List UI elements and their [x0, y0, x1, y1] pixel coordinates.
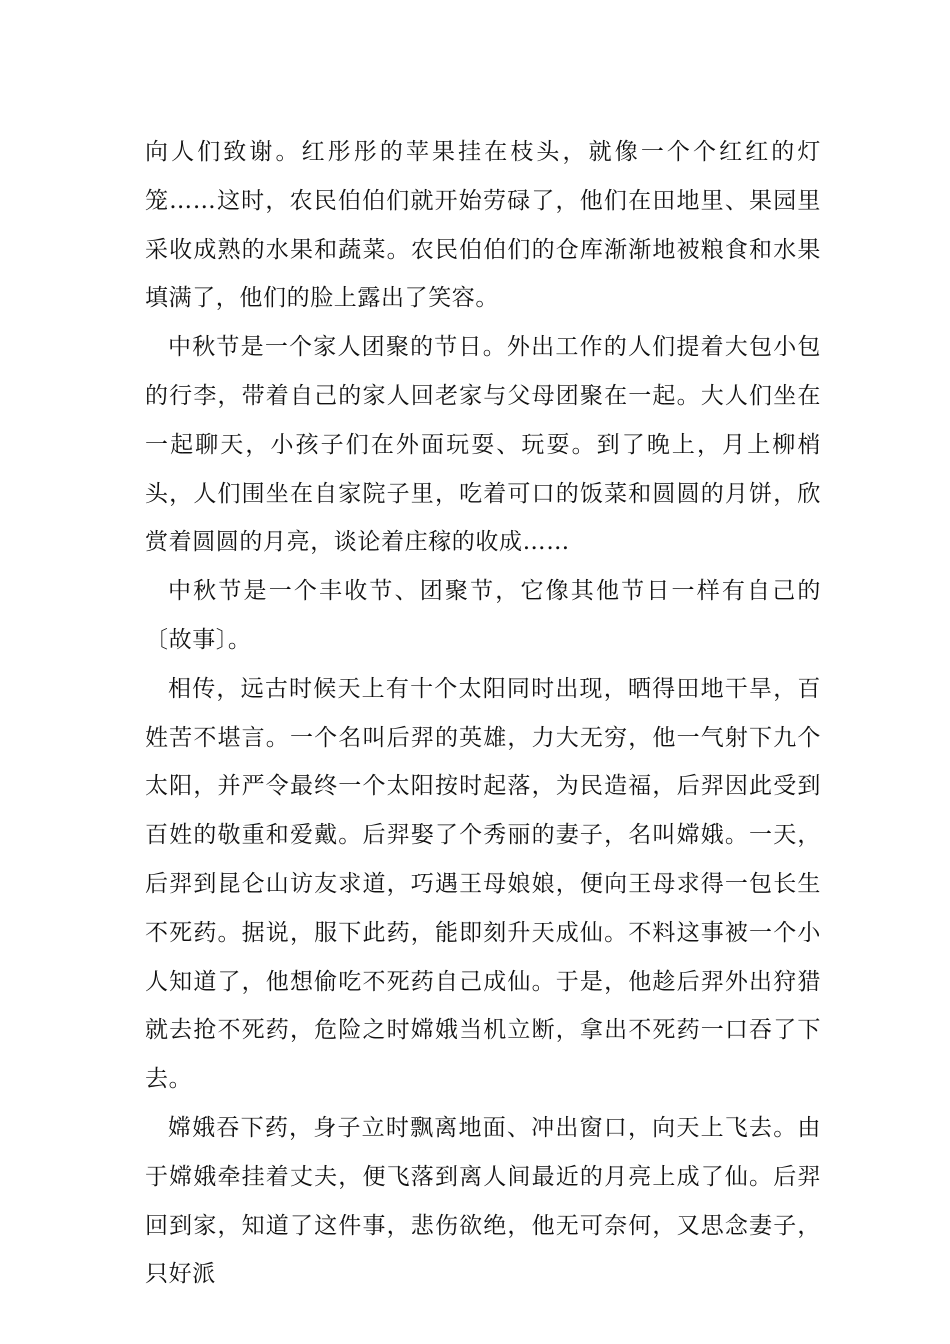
paragraph-houyi-legend: 相传，远古时候天上有十个太阳同时出现，晒得田地干旱，百姓苦不堪言。一个名叫后羿的英雄，力大无穷，他一气射下九个太阳，并严令最终一个太阳按时起落，为民造福，后羿因此受到百姓的敬重和爱戴。后羿娶了个秀丽的妻子，名叫嫦娥。一天，后羿到昆仑山访友求道，巧遇王母娘娘，便向王母求得一包长生不死药。据说，服下此药，能即刻升天成仙。不料这事被一个小人知道了，他想偷吃不死药自己成仙。于是，他趁后羿外出狩猎就去抢不死药，危险之时嫦娥当机立断，拿出不死药一口吞了下去。: [145, 675, 821, 1093]
paragraph-festival-story-intro: 中秋节是一个丰收节、团聚节，它像其他节日一样有自己的〔故事〕。: [145, 578, 821, 653]
paragraph-family-reunion: 中秋节是一个家人团聚的节日。外出工作的人们提着大包小包的行李，带着自己的家人回老家与父母团聚在一起。大人们坐在一起聊天，小孩子们在外面玩耍、玩耍。到了晚上，月上柳梢头，人们围坐在自家院子里，吃着可口的饭菜和圆圆的月饼，欣赏着圆圆的月亮，谈论着庄稼的收成……: [145, 334, 821, 556]
document-body: [145, 128, 821, 1299]
paragraph-change-flight: 嫦娥吞下药，身子立时飘离地面、冲出窗口，向天上飞去。由于嫦娥牵挂着丈夫，便飞落到离人间最近的月亮上成了仙。后羿回到家，知道了这件事，悲伤欲绝，他无可奈何，又思念妻子，只好派: [145, 1114, 821, 1288]
paragraph-harvest-continued: 向人们致谢。红彤彤的苹果挂在枝头，就像一个个红红的灯笼……这时，农民伯伯们就开始劳碌了，他们在田地里、果园里采收成熟的水果和蔬菜。农民伯伯们的仓库渐渐地被粮食和水果填满了，他们的脸上露出了笑容。: [145, 139, 821, 312]
